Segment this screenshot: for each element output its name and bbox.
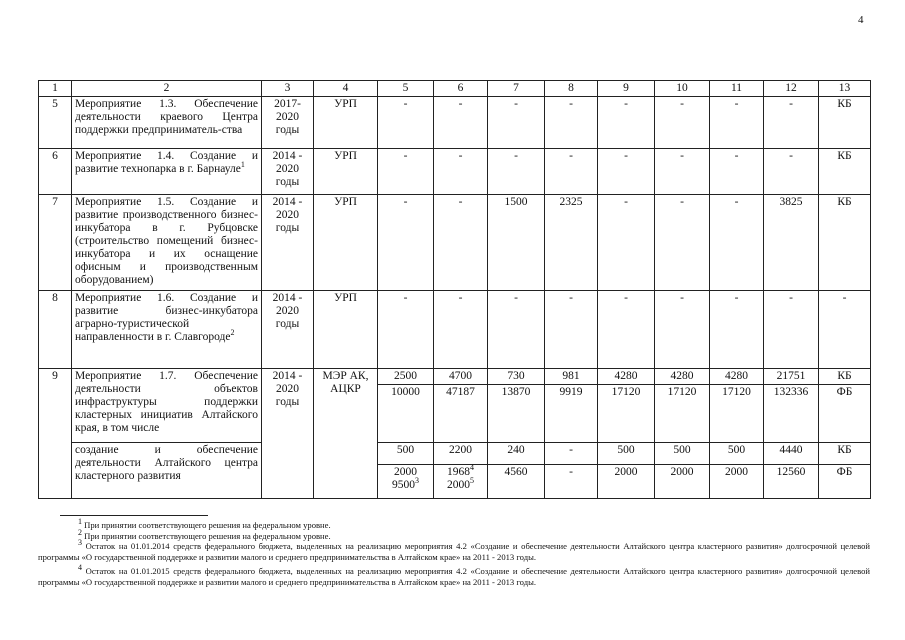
value-cell: 981 <box>545 369 598 385</box>
value-cell: - <box>488 97 545 149</box>
value-cell: 4280 <box>655 369 710 385</box>
funding-source: КБ <box>819 149 871 195</box>
period-cell: 2014 - 2020 годы <box>262 195 314 291</box>
value-cell: 12560 <box>764 465 819 499</box>
funding-source: ФБ <box>819 465 871 499</box>
value-cell: - <box>545 291 598 369</box>
value-cell: 500 <box>378 443 434 465</box>
value-cell: - <box>710 97 764 149</box>
value-cell: - <box>598 195 655 291</box>
period-cell-empty <box>262 443 314 499</box>
value-text: 9500 <box>392 479 415 491</box>
header-cell: 1 <box>39 81 72 97</box>
value-cell: 2000 <box>655 465 710 499</box>
measure-description <box>72 149 262 195</box>
value-cell: - <box>545 149 598 195</box>
value-cell: 13870 <box>488 385 545 443</box>
value-cell: 4280 <box>598 369 655 385</box>
value-cell: 500 <box>710 443 764 465</box>
value-cell: 2500 <box>378 369 434 385</box>
value-cell: - <box>710 291 764 369</box>
value-cell: 2325 <box>545 195 598 291</box>
value-cell: - <box>434 97 488 149</box>
value-cell: - <box>488 149 545 195</box>
value-cell: 1500 <box>488 195 545 291</box>
value-cell: - <box>434 149 488 195</box>
footnote-ref: 4 <box>470 463 474 473</box>
table-row <box>39 443 871 465</box>
value-cell: - <box>378 97 434 149</box>
executor-cell: УРП <box>314 149 378 195</box>
header-cell: 10 <box>655 81 710 97</box>
row-number: 6 <box>39 149 72 195</box>
funding-source: ФБ <box>819 385 871 443</box>
value-cell: 730 <box>488 369 545 385</box>
value-line <box>381 476 430 492</box>
value-cell: - <box>598 149 655 195</box>
period-cell: 2014 - 2020 годы <box>262 369 314 443</box>
footnote-ref: 3 <box>415 476 419 486</box>
value-cell: - <box>764 291 819 369</box>
value-cell: 4700 <box>434 369 488 385</box>
page-number: 4 <box>858 14 864 26</box>
value-text: 2000 <box>447 479 470 491</box>
value-cell: - <box>545 443 598 465</box>
value-cell: 500 <box>655 443 710 465</box>
footnote-ref: 5 <box>470 476 474 486</box>
funding-source: КБ <box>819 369 871 385</box>
footnote-text: При принятии соответствующего решения на федеральном уровне. <box>84 530 331 541</box>
row-number-empty <box>39 443 72 499</box>
footnote: $^2$ При принятии соответствующего решения на федеральном уровне. <box>78 527 331 541</box>
value-cell: - <box>710 149 764 195</box>
value-cell: - <box>764 149 819 195</box>
row-number: 5 <box>39 97 72 149</box>
footnote-ref: 2 <box>230 328 235 338</box>
footnote-text: Остаток на 01.01.2014 средств федерального бюджета, выделенных на реализацию мероприятия 4.2 «Создание и обеспечение деятельности Алтайского центра кластерного развития» долгосрочной целевой программы «О государственной поддержке и развитии малого и среднего предпринимательства в Алтайском крае» на 2011 - 2013 годы. <box>38 541 870 562</box>
header-cell: 5 <box>378 81 434 97</box>
row-number: 7 <box>39 195 72 291</box>
table-row <box>39 97 871 149</box>
period-cell: 2014 - 2020 годы <box>262 291 314 369</box>
footnotes <box>38 517 870 588</box>
funding-source: КБ <box>819 443 871 465</box>
value-cell: 3825 <box>764 195 819 291</box>
measure-description-text: Мероприятие 1.4. Создание и развитие технопарка в г. Барнауле <box>75 150 258 175</box>
footnote-text: При принятии соответствующего решения на федеральном уровне. <box>84 520 331 530</box>
executor-cell: УРП <box>314 97 378 149</box>
header-cell: 2 <box>72 81 262 97</box>
executor-cell-empty <box>314 443 378 499</box>
value-cell: - <box>710 195 764 291</box>
row-number: 9 <box>39 369 72 443</box>
funding-source: КБ <box>819 97 871 149</box>
value-cell: 10000 <box>378 385 434 443</box>
executor-cell: УРП <box>314 195 378 291</box>
value-cell: 4440 <box>764 443 819 465</box>
footnote-divider <box>60 515 208 516</box>
table-row <box>39 369 871 385</box>
footnote: $^1$ При принятии соответствующего решения на федеральном уровне. <box>78 517 331 530</box>
value-cell: - <box>598 291 655 369</box>
funding-source: КБ <box>819 195 871 291</box>
value-cell: - <box>545 465 598 499</box>
footnote: $^4$ Остаток на 01.01.2015 средств федерального бюджета, выделенных на реализацию мероприятия 4.2 «Создание и обеспечение деятельности Алтайского центра кластерного развития» долгосрочной целевой программы «О государственной поддержке и развитии малого и среднего предпринимательства в Алтайском крае» на 2011 - 2013 годы. <box>38 563 870 587</box>
value-cell: 2000 <box>598 465 655 499</box>
footnote-text: Остаток на 01.01.2015 средств федерального бюджета, выделенных на реализацию мероприятия 4.2 «Создание и обеспечение деятельности Алтайского центра кластерного развития» долгосрочной целевой программы «О государственной поддержке и развитии малого и среднего предпринимательства в Алтайском крае» на 2011 - 2013 годы. <box>38 566 870 587</box>
value-cell: 500 <box>598 443 655 465</box>
value-text: 1968 <box>447 466 470 478</box>
measure-description: Мероприятие 1.3. Обеспечение деятельности краевого Центра поддержки предприниматель-ства <box>72 97 262 149</box>
value-cell: - <box>655 195 710 291</box>
row-number: 8 <box>39 291 72 369</box>
period-cell: 2017-2020 годы <box>262 97 314 149</box>
value-line: 2000 <box>394 466 417 478</box>
value-cell: - <box>378 195 434 291</box>
value-cell: - <box>655 149 710 195</box>
header-cell: 4 <box>314 81 378 97</box>
value-cell: - <box>434 291 488 369</box>
header-cell: 6 <box>434 81 488 97</box>
value-cell: - <box>378 291 434 369</box>
value-cell: 4560 <box>488 465 545 499</box>
value-cell: - <box>434 195 488 291</box>
value-cell: - <box>488 291 545 369</box>
value-cell: - <box>378 149 434 195</box>
value-cell: 2000 <box>710 465 764 499</box>
value-cell: 17120 <box>710 385 764 443</box>
table-row <box>39 291 871 369</box>
value-cell: 2200 <box>434 443 488 465</box>
measure-description: создание и обеспечение деятельности Алтайского центра кластерного развития <box>72 443 262 499</box>
measure-description: Мероприятие 1.5. Создание и развитие производственного бизнес-инкубатора в г. Рубцовске (строительство помещений бизнес-инкубатора и их оснащение офисным и производственным оборудованием) <box>72 195 262 291</box>
value-line <box>437 463 484 479</box>
header-cell: 7 <box>488 81 545 97</box>
value-cell <box>434 465 488 499</box>
executor-cell: УРП <box>314 291 378 369</box>
value-cell: 17120 <box>655 385 710 443</box>
value-cell: 4280 <box>710 369 764 385</box>
program-table <box>38 80 871 499</box>
value-cell: 21751 <box>764 369 819 385</box>
header-cell: 3 <box>262 81 314 97</box>
period-cell: 2014 - 2020 годы <box>262 149 314 195</box>
header-cell: 12 <box>764 81 819 97</box>
value-cell: 17120 <box>598 385 655 443</box>
header-cell: 13 <box>819 81 871 97</box>
value-cell: - <box>764 97 819 149</box>
table-row <box>39 195 871 291</box>
table-row <box>39 149 871 195</box>
value-cell: - <box>655 291 710 369</box>
value-cell: 9919 <box>545 385 598 443</box>
value-cell: - <box>545 97 598 149</box>
value-cell: - <box>598 97 655 149</box>
measure-description: Мероприятие 1.7. Обеспечение деятельности объектов инфраструктуры поддержки кластерных инициатив Алтайского края, в том числе <box>72 369 262 443</box>
header-cell: 11 <box>710 81 764 97</box>
funding-source: - <box>819 291 871 369</box>
value-cell <box>378 465 434 499</box>
header-cell: 8 <box>545 81 598 97</box>
value-cell: 240 <box>488 443 545 465</box>
measure-description <box>72 291 262 369</box>
header-cell: 9 <box>598 81 655 97</box>
measure-description-text: Мероприятие 1.6. Создание и развитие бизнес-инкубатора аграрно-туристической направленности в г. Славгороде <box>75 292 258 343</box>
executor-cell: МЭР АК, АЦКР <box>314 369 378 443</box>
footnote-ref: 1 <box>240 160 245 170</box>
value-cell: - <box>655 97 710 149</box>
value-line <box>437 476 484 492</box>
value-cell: 132336 <box>764 385 819 443</box>
value-cell: 47187 <box>434 385 488 443</box>
footnote: $^3$ Остаток на 01.01.2014 средств федерального бюджета, выделенных на реализацию мероприятия 4.2 «Создание и обеспечение деятельности Алтайского центра кластерного развития» долгосрочной целевой программы «О государственной поддержке и развитии малого и среднего предпринимательства в Алтайском крае» на 2011 - 2013 годы. <box>38 538 870 562</box>
header-row <box>39 81 871 97</box>
